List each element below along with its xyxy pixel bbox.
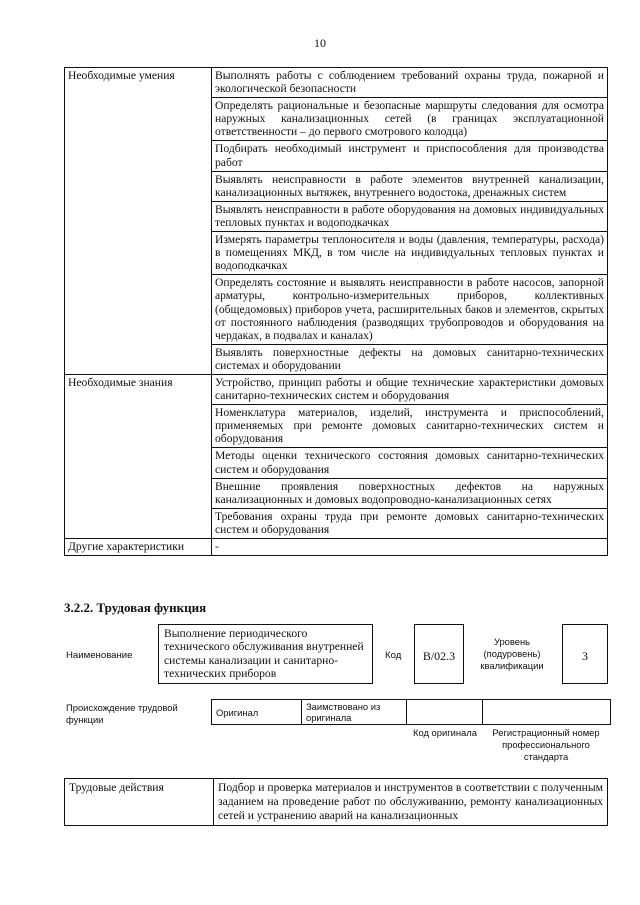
table-row	[65, 779, 608, 826]
section-title: 3.2.2. Трудовая функция	[64, 600, 207, 615]
function-code-value: B/02.3	[414, 624, 464, 684]
table-row	[212, 700, 611, 725]
origin-borrowed-cell: Заимствовано из оригинала	[302, 700, 407, 725]
function-name-value: Выполнение периодического технического обслуживания внутренней системы канализации и санитарно-технических приборов	[158, 624, 373, 684]
skill-item: Определять состояние и выявлять неисправности в работе насосов, запорной арматуры, контрольно-измерительных приборов, коллективных (общедомовых) приборов учета, расширительных баков и элементов, скрытых от постоянного наблюдения (разводящих трубопроводов и оборудования на чердаках, в подвалах и каналах)	[212, 275, 608, 344]
other-item: -	[212, 539, 608, 556]
knowledge-item: Внешние проявления поверхностных дефектов на наружных канализационных и домовых водопроводно-канализационных сетях	[212, 478, 608, 508]
knowledge-item: Номенклатура материалов, изделий, инструмента и приспособлений, применяемых при ремонте домовых санитарно-технических систем и оборудования	[212, 405, 608, 448]
origin-code-caption: Код оригинала	[413, 727, 477, 738]
skill-item: Измерять параметры теплоносителя и воды (давления, температуры, расхода) в помещениях МКД, в том числе на индивидуальных тепловых пунктах и водоподкачках	[212, 232, 608, 275]
row-label-other: Другие характеристики	[65, 539, 212, 556]
knowledge-item: Методы оценки технического состояния домовых санитарно-технических систем и оборудования	[212, 448, 608, 478]
skill-item: Выполнять работы с соблюдением требований охраны труда, пожарной и экологической безопасности	[212, 68, 608, 98]
origin-table	[211, 699, 611, 725]
skill-item: Выявлять поверхностные дефекты на домовых санитарно-технических системах и оборудовании	[212, 344, 608, 374]
row-label-actions: Трудовые действия	[65, 779, 214, 826]
actions-table	[64, 778, 608, 826]
table-row	[65, 68, 608, 98]
action-item: Подбор и проверка материалов и инструментов в соответствии с полученным заданием на проведение работ по обслуживанию, ремонту канализационных сетей и устранению аварий на канализационных	[214, 779, 608, 826]
reg-number-caption: Регистрационный номер профессионального стандарта	[492, 727, 600, 763]
skill-item: Подбирать необходимый инструмент и приспособления для производства работ	[212, 141, 608, 171]
row-label-skills: Необходимые умения	[65, 68, 212, 375]
origin-original-cell: Оригинал	[212, 700, 302, 725]
knowledge-item: Требования охраны труда при ремонте домовых санитарно-технических систем и оборудования	[212, 508, 608, 538]
table-row	[65, 539, 608, 556]
row-label-knowledge: Необходимые знания	[65, 374, 212, 538]
origin-code-cell	[407, 700, 483, 725]
knowledge-item: Устройство, принцип работы и общие технические характеристики домовых санитарно-технических систем и оборудования	[212, 374, 608, 404]
skill-item: Выявлять неисправности в работе элементов внутренней канализации, канализационных вытяжек, внутреннего водостока, дренажных систем	[212, 171, 608, 201]
qualification-level-value: 3	[562, 624, 608, 684]
page-number: 10	[314, 36, 326, 50]
requirements-table	[64, 67, 608, 556]
skill-item: Определять рациональные и безопасные маршруты следования для осмотра наружных канализационных сетей (в границах эксплуатационной ответственности – до первого смотрового колодца)	[212, 98, 608, 141]
origin-label: Происхождение трудовой функции	[66, 702, 178, 725]
function-code-label: Код	[385, 650, 402, 661]
function-name-label: Наименование	[66, 650, 133, 661]
skill-item: Выявлять неисправности в работе оборудования на домовых индивидуальных тепловых пунктах и водоподкачках	[212, 201, 608, 231]
table-row	[65, 374, 608, 404]
qualification-level-label: Уровень (подуровень) квалификации	[480, 636, 544, 672]
origin-reg-number-cell	[483, 700, 611, 725]
